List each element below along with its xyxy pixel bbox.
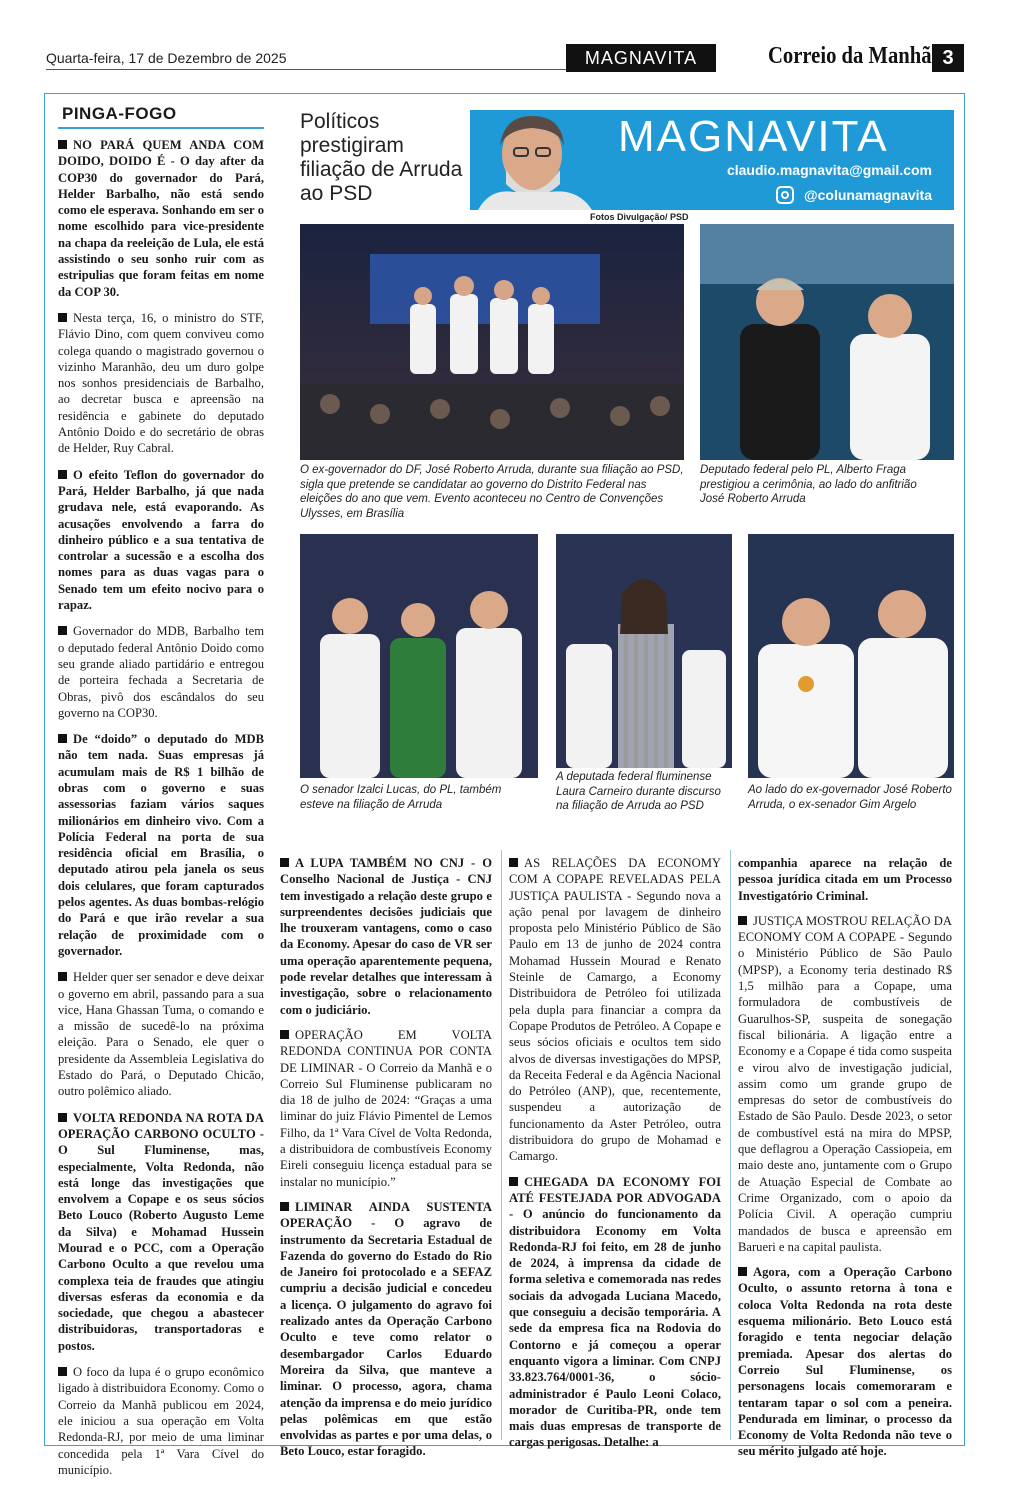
caption-izalci: O senador Izalci Lucas, do PL, também esteve na filiação de Arruda: [300, 784, 502, 811]
columnist-portrait: [470, 110, 600, 210]
pinga-fogo-column: [58, 104, 264, 1488]
note-operacao-volta-redonda: OPERAÇÃO EM VOLTA REDONDA CONTINUA POR CONTA DE LIMINAR - O Correio da Manhã e o Correio Sul Fluminense publicaram no dia 18 de julho de 2024: “Graças a uma liminar do juiz Flávio Pimentel de Lemos Filho, da 1ª Vara Cível de Volta Redonda, a distribuidora de combustíveis Economy Eireli conseguiu licença estadual para se instalar no município.”: [280, 1027, 492, 1189]
bullet-square-icon: [58, 734, 67, 743]
note-volta-redonda: VOLTA REDONDA NA ROTA DA OPERAÇÃO CARBONO OCULTO - O Sul Fluminense, mas, especialmente, Volta Redonda, não está longe das investigações que envolvem a Copape e os seus sócios Beto Louco (Roberto Augusto Leme da Silva) e Mohamad Hussein Mourad e o PCC, com a Operação Carbono Oculto a que revelou uma complexa teia de fraudes que atingiu diversas esferas da economia e da sociedade, que chegou a abastecer distribuidoras, transportadoras e postos.: [58, 1110, 264, 1353]
story-headline: Políticos prestigiram filiação de Arruda ao PSD: [300, 110, 463, 205]
header-rule: [46, 69, 572, 70]
note-companhia: companhia aparece na relação de pessoa jurídica citada em um Processo Investigatório Criminal.: [738, 856, 952, 903]
caption-fraga: Deputado federal pelo PL, Alberto Fraga prestigiou a cerimônia, ao lado do anfitrião José Roberto Arruda: [700, 464, 917, 505]
pinga-fogo-rule: [58, 127, 264, 129]
bullet-square-icon: [58, 313, 67, 322]
note-liminar: LIMINAR AINDA SUSTENTA OPERAÇÃO - O agravo de instrumento da Secretaria Estadual de Fazenda do governo do Estado do Rio de Janeiro foi protocolado e a SEFAZ cumpriu a decisão judicial e concedeu a licença. O julgamento do agravo foi realizado antes da Operação Carbono Oculto e teve como relator o desembargador Carlos Eduardo Moreira da Silva, que manteve a liminar. O processo, agora, chama atenção da imprensa e do meio jurídico pelas polêmicas em que estão envolvidas as partes e por uma delas, o Beto Louco, estar foragido.: [280, 1199, 492, 1459]
note-chegada-economy: CHEGADA DA ECONOMY FOI ATÉ FESTEJADA POR ADVOGADA - O anúncio do funcionamento da distribuidora Economy em Volta Redonda-RJ foi feito, em 28 de junho de 2024, à imprensa da cidade de forma seletiva e comemorada nas redes sociais da advogada Luciana Macedo, que conseguiu a decisão temporária. A sede da empresa fica na Rodovia do Contorno e já começou a operar enquanto vigora a liminar. Com CNPJ 33.823.764/0001-36, o sócio-administrador é Paulo Leoni Colaco, morador de Curitiba-PR, onde tem mais duas empresas de transporte de cargas perigosas. Detalhe: a: [509, 1174, 721, 1450]
bullet-square-icon: [58, 1367, 67, 1376]
columnist-banner: [470, 110, 954, 210]
pinga-fogo-title: PINGA-FOGO: [62, 104, 177, 123]
bullet-square-icon: [280, 1202, 289, 1211]
bullet-square-icon: [58, 626, 67, 635]
bullet-square-icon: [509, 858, 518, 867]
column-divider: [501, 850, 502, 1440]
bullet-square-icon: [58, 972, 67, 981]
note-flavio-dino: Nesta terça, 16, o ministro do STF, Flávio Dino, com quem conviveu como colega quando o magistrado governou o vizinho Maranhão, deu um duro golpe nos sonhos presidenciais de Barbalho, ao decretar busca e apreensão na residência e gabinete do deputado Antônio Doido e do secretário de obras de Helder, Ruy Cabral.: [58, 310, 264, 456]
note-doido-deputado: De “doido” o deputado do MDB não tem nada. Suas empresas já acumulam mais de R$ 1 bilhão de obras com o governo e suas assessorias faziam vários saques milionários em dinheiro vivo. Com a Polícia Federal na porta de sua residência oficial em Brasília, o deputado atirou pela janela os seus dois celulares, que foram capturados pelos agentes. As duas bombas-relógio do Pará e que irão revelar a sua relação de proximidade com o governador.: [58, 732, 264, 958]
instagram-icon: [776, 186, 794, 204]
bullet-square-icon: [509, 1177, 518, 1186]
bullet-square-icon: [738, 1267, 747, 1276]
note-lupa-cnj: A LUPA TAMBÉM NO CNJ - O Conselho Nacional de Justiça - CNJ tem investigado a relação deste grupo e surpreendentes decisões judiciais que lhe trouxeram vantagens, como o caso da Economy. Apesar do caso de VR ser uma operação aparentemente pequena, pode revelar detalhes que interessam à investigação, sobre o relacionamento com o judiciário.: [280, 856, 492, 1017]
caption-laura: A deputada federal fluminense Laura Carneiro durante discurso na filiação de Arruda ao PSD: [556, 771, 721, 812]
bullet-square-icon: [280, 858, 289, 867]
column-lupa-cnj: [280, 855, 492, 1469]
page-number: 3: [932, 44, 964, 72]
bullet-square-icon: [738, 916, 747, 925]
column-justica: [738, 855, 952, 1469]
photo-laura-carneiro: [556, 534, 732, 768]
photo-credit: Fotos Divulgação/ PSD: [590, 212, 689, 222]
photo-arruda-filiacao: [300, 224, 684, 460]
column-relacoes-economy: [509, 855, 721, 1460]
bullet-square-icon: [58, 470, 67, 479]
note-relacoes-economy: AS RELAÇÕES DA ECONOMY COM A COPAPE REVELADAS PELA JUSTIÇA PAULISTA - Segundo nova a ação penal por lavagem de dinheiro proposta pelo Ministério Público de São Paulo em 13 de junho de 2024 contra Mohamad Hussein Mourad e Renato Steinle de Camargo, a Economy Distribuidora de Petróleo foi utilizada pela dupla para financiar a compra da Copape Produtos de Petróleo. A Copape e seus sócios oficiais e ocultos tem sido alvos de diversas investigações do MPSP, da Receita Federal e da Agência Nacional do Petróleo (ANP), que, recentemente, suspendeu a autorização de funcionamento da Aster Petróleo, outra distribuidora do grupo de Mohamad e Camargo.: [509, 856, 721, 1164]
photo-izalci-lucas: [300, 534, 538, 778]
note-helder-senador: Helder quer ser senador e deve deixar o governo em abril, passando para a sua vice, Hana Ghassan Tuma, o comando e a missão de sucedê-lo na próxima eleição. Para o Senado, ele quer o presidente da Assembleia Legislativa do Estado do Pará, o Deputado Chicão, outro polêmico aliado.: [58, 970, 264, 1099]
note-agora-carbono: Agora, com a Operação Carbono Oculto, o assunto retorna à tona e coloca Volta Redonda na rota deste esquema milionário. Beto Louco está foragido e tenta negociar delação premiada. Apesar dos alertas do Correio Sul Fluminense, os personagens locais comemoraram e tentaram tapar o sol com a peneira. Pendurada em liminar, o processo da Economy de Volta Redonda não teve o seu mérito julgado até hoje.: [738, 1265, 952, 1459]
section-label: MAGNAVITA: [566, 44, 716, 72]
columnist-social[interactable]: [776, 186, 932, 204]
caption-gim: Ao lado do ex-governador José Roberto Arruda, o ex-senador Gim Argelo: [748, 784, 952, 811]
newspaper-name: Correio da Manhã: [768, 43, 932, 69]
columnist-name: MAGNAVITA: [618, 112, 889, 161]
bullet-square-icon: [280, 1030, 289, 1039]
column-divider: [730, 850, 731, 1440]
note-para-doido: NO PARÁ QUEM ANDA COM DOIDO, DOIDO É - O day after da COP30 do governador do Pará, Helder Barbalho, não está sendo como ele esperava. Sonhando em ser o nome escolhido para vice-presidente na chapa da reeleição de Lula, ele está assistindo o seu sonho ruir com as estripulias que foram feitas em nome da COP 30.: [58, 138, 264, 299]
bullet-square-icon: [58, 140, 67, 149]
note-governador-mdb: Governador do MDB, Barbalho tem o deputado federal Antônio Doido como seu grande aliado partidário e entregou de porteira fechada a Secretaria de Obras, pivô dos escândalos do seu governo na COP30.: [58, 624, 264, 720]
photo-gim-argelo: [748, 534, 954, 778]
instagram-handle: @colunamagnavita: [803, 187, 932, 203]
columnist-email[interactable]: claudio.magnavita@gmail.com: [726, 162, 932, 178]
note-justica-mostrou: JUSTIÇA MOSTROU RELAÇÃO DA ECONOMY COM A COPAPE - Segundo o Ministério Público de São Paulo (MPSP), a Economy teria destinado R$ 1,5 milhão para a Copape, uma formuladora de combustíveis de Guarulhos-SP, suspeita de sonegação fiscal bilionária. A ligação entre a Economy e a Copape é tida como suspeita e virou alvo de investigação judicial, assim como um grande grupo de empresas do setor de combustíveis do Estado de São Paulo. Desde 2023, o setor de combustível está na mira do MPSP, que deflagrou a Operação Cassiopeia, em maio deste ano, juntamente com o Grupo de Atuação Especial de Combate ao Crime Organizado, com o apoio da Polícia Civil. A operação cumpriu mandados de busca e apreensão em Barueri e na capital paulista.: [738, 913, 952, 1254]
bullet-square-icon: [58, 1113, 67, 1122]
note-teflon: O efeito Teflon do governador do Pará, Helder Barbalho, já que nada grudava nele, está evaporando. As acusações envolvendo a farra do dinheiro público e a sua tentativa de controlar a sucessão e a escolha dos nomes para as duas vagas para o Senado tem um efeito nocivo para o rapaz.: [58, 467, 264, 613]
caption-main: O ex-governador do DF, José Roberto Arruda, durante sua filiação ao PSD, sigla que pretende se candidatar ao governo do Distrito Federal nas eleições do ano que vem. Evento aconteceu no Centro de Convenções Ulysses, em Brasília: [300, 464, 684, 520]
photo-alberto-fraga: [700, 224, 954, 460]
note-foco-lupa: O foco da lupa é o grupo econômico ligado à distribuidora Economy. Como o Correio da Manhã publicou em 2024, ele iniciou a sua operação em Volta Redonda-RJ, por meio de uma liminar concedida pela 1ª Vara Cível do município.: [58, 1365, 264, 1477]
edition-date: Quarta-feira, 17 de Dezembro de 2025: [46, 50, 287, 66]
